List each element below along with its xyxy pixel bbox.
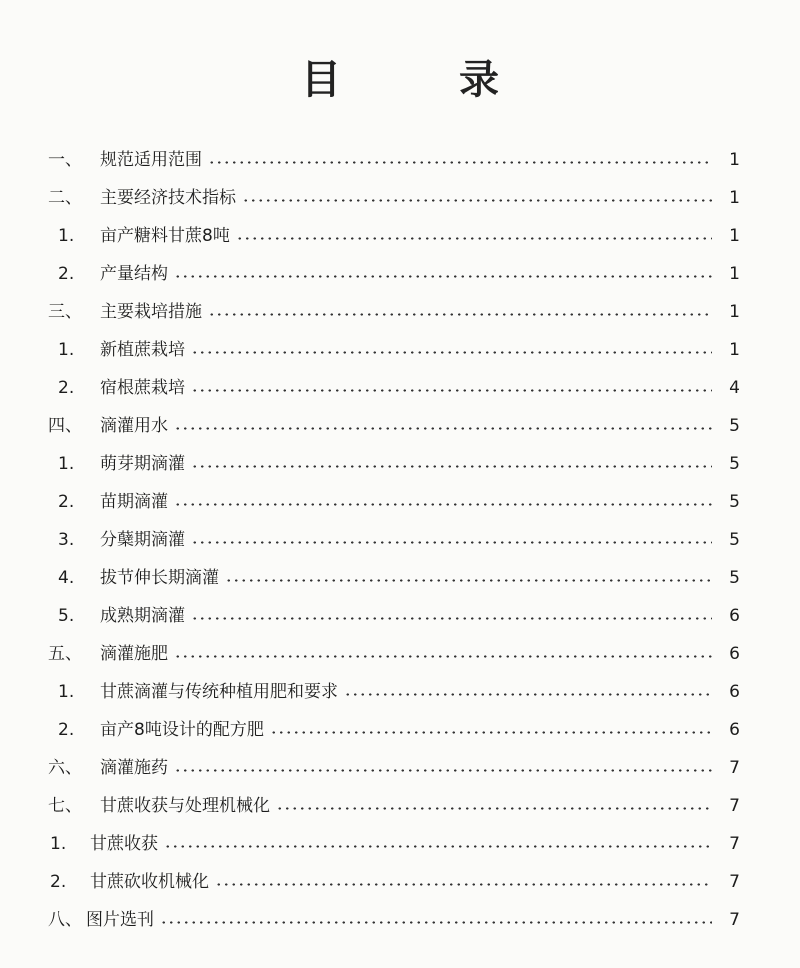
toc-entry-page: 1 [729,149,740,170]
toc-leader-dots [191,465,712,468]
toc-entry-label: 图片选刊 [86,909,154,930]
toc-entry-label: 甘蔗收获与处理机械化 [100,795,270,816]
toc-entry-label: 宿根蔗栽培 [100,377,185,398]
toc-entry-number: 2. [58,719,75,740]
toc-entry-number: 三、 [48,301,82,322]
toc-entry-page: 1 [729,187,740,208]
title-char-2: 录 [459,57,499,103]
toc-leader-dots [191,617,712,620]
toc-entry-label: 分蘖期滴灌 [100,529,185,550]
toc-leader-dots [174,655,712,658]
toc-entry-number: 1. [58,339,75,360]
toc-entry-label: 滴灌用水 [100,415,168,436]
toc-leader-dots [225,579,712,582]
toc-entry-page: 1 [729,263,740,284]
title-char-1: 目 [301,57,341,103]
toc-entry-number: 2. [50,871,67,892]
toc-entry [48,141,742,179]
toc-entry-page: 6 [729,643,740,664]
toc-entry [48,787,742,825]
toc-leader-dots [344,693,712,696]
toc-leader-dots [174,427,712,430]
toc-leader-dots [191,541,712,544]
toc-entry-label: 产量结构 [100,263,168,284]
toc-entry [58,255,742,293]
toc-entry-page: 5 [729,491,740,512]
toc-entry-page: 7 [729,909,740,930]
toc-entry-label: 萌芽期滴灌 [100,453,185,474]
toc-entry-page: 5 [729,529,740,550]
toc-leader-dots [208,161,712,164]
toc-entry-label: 甘蔗砍收机械化 [90,871,209,892]
toc-entry-number: 一、 [48,149,82,170]
toc-entry-number: 五、 [48,643,82,664]
toc-entry-label: 主要经济技术指标 [100,187,236,208]
toc-entry-number: 1. [58,681,75,702]
toc-leader-dots [242,199,712,202]
toc-leader-dots [276,807,712,810]
toc-entry-page: 5 [729,567,740,588]
toc-entry-number: 二、 [48,187,82,208]
toc-entry-page: 7 [729,871,740,892]
toc-entry-label: 甘蔗滴灌与传统种植用肥和要求 [100,681,338,702]
toc-leader-dots [236,237,712,240]
toc-entry [50,825,742,863]
toc-entry-label: 规范适用范围 [100,149,202,170]
toc-entry-page: 1 [729,301,740,322]
toc-entry [58,445,742,483]
toc-entry-number: 1. [50,833,67,854]
toc-entry [48,901,742,939]
toc-entry-number: 4. [58,567,75,588]
toc-entry-page: 7 [729,833,740,854]
toc-entry [58,521,742,559]
toc-leader-dots [191,351,712,354]
toc-entry-page: 5 [729,415,740,436]
toc-entry-number: 八、 [48,909,82,930]
toc-entry [58,483,742,521]
toc-entry [58,673,742,711]
toc-leader-dots [270,731,712,734]
toc-entry-label: 苗期滴灌 [100,491,168,512]
toc-entry-number: 2. [58,263,75,284]
toc-entry-number: 六、 [48,757,82,778]
toc-entry [48,635,742,673]
toc-entry-label: 新植蔗栽培 [100,339,185,360]
toc-entry [50,863,742,901]
toc-entry [58,597,742,635]
toc-entry-page: 6 [729,605,740,626]
toc-entry-label: 甘蔗收获 [90,833,158,854]
toc-entry [58,711,742,749]
toc-leader-dots [174,503,712,506]
toc-entry-number: 1. [58,225,75,246]
toc-entry-page: 1 [729,339,740,360]
toc-entry [58,331,742,369]
toc-entry-page: 4 [729,377,740,398]
toc-entry-label: 亩产8吨设计的配方肥 [100,719,264,740]
toc-entry [58,217,742,255]
toc-entry-number: 1. [58,453,75,474]
toc-entry [48,179,742,217]
toc-leader-dots [164,845,712,848]
toc-entry [48,749,742,787]
toc-entry-label: 成熟期滴灌 [100,605,185,626]
toc-entry-page: 5 [729,453,740,474]
toc-entry-number: 3. [58,529,75,550]
toc-leader-dots [174,769,712,772]
page-title [0,48,800,105]
toc-entry-label: 拔节伸长期滴灌 [100,567,219,588]
toc-entry-number: 2. [58,491,75,512]
toc-entry [48,407,742,445]
toc-leader-dots [174,275,712,278]
toc-entry-number: 5. [58,605,75,626]
toc-entry-label: 亩产糖料甘蔗8吨 [100,225,230,246]
toc-entry-page: 6 [729,719,740,740]
toc-entry-number: 四、 [48,415,82,436]
toc-entry [48,293,742,331]
toc-entry-page: 1 [729,225,740,246]
toc-leader-dots [191,389,712,392]
toc-entry-number: 2. [58,377,75,398]
toc-entry-page: 6 [729,681,740,702]
toc-entry [58,559,742,597]
toc-entry-number: 七、 [48,795,82,816]
toc-entry-page: 7 [729,795,740,816]
toc-leader-dots [208,313,712,316]
toc-leader-dots [160,921,712,924]
toc-entry-label: 滴灌施药 [100,757,168,778]
toc-entry-page: 7 [729,757,740,778]
toc-entry-label: 滴灌施肥 [100,643,168,664]
toc-entry [58,369,742,407]
toc-entry-label: 主要栽培措施 [100,301,202,322]
toc-leader-dots [215,883,712,886]
